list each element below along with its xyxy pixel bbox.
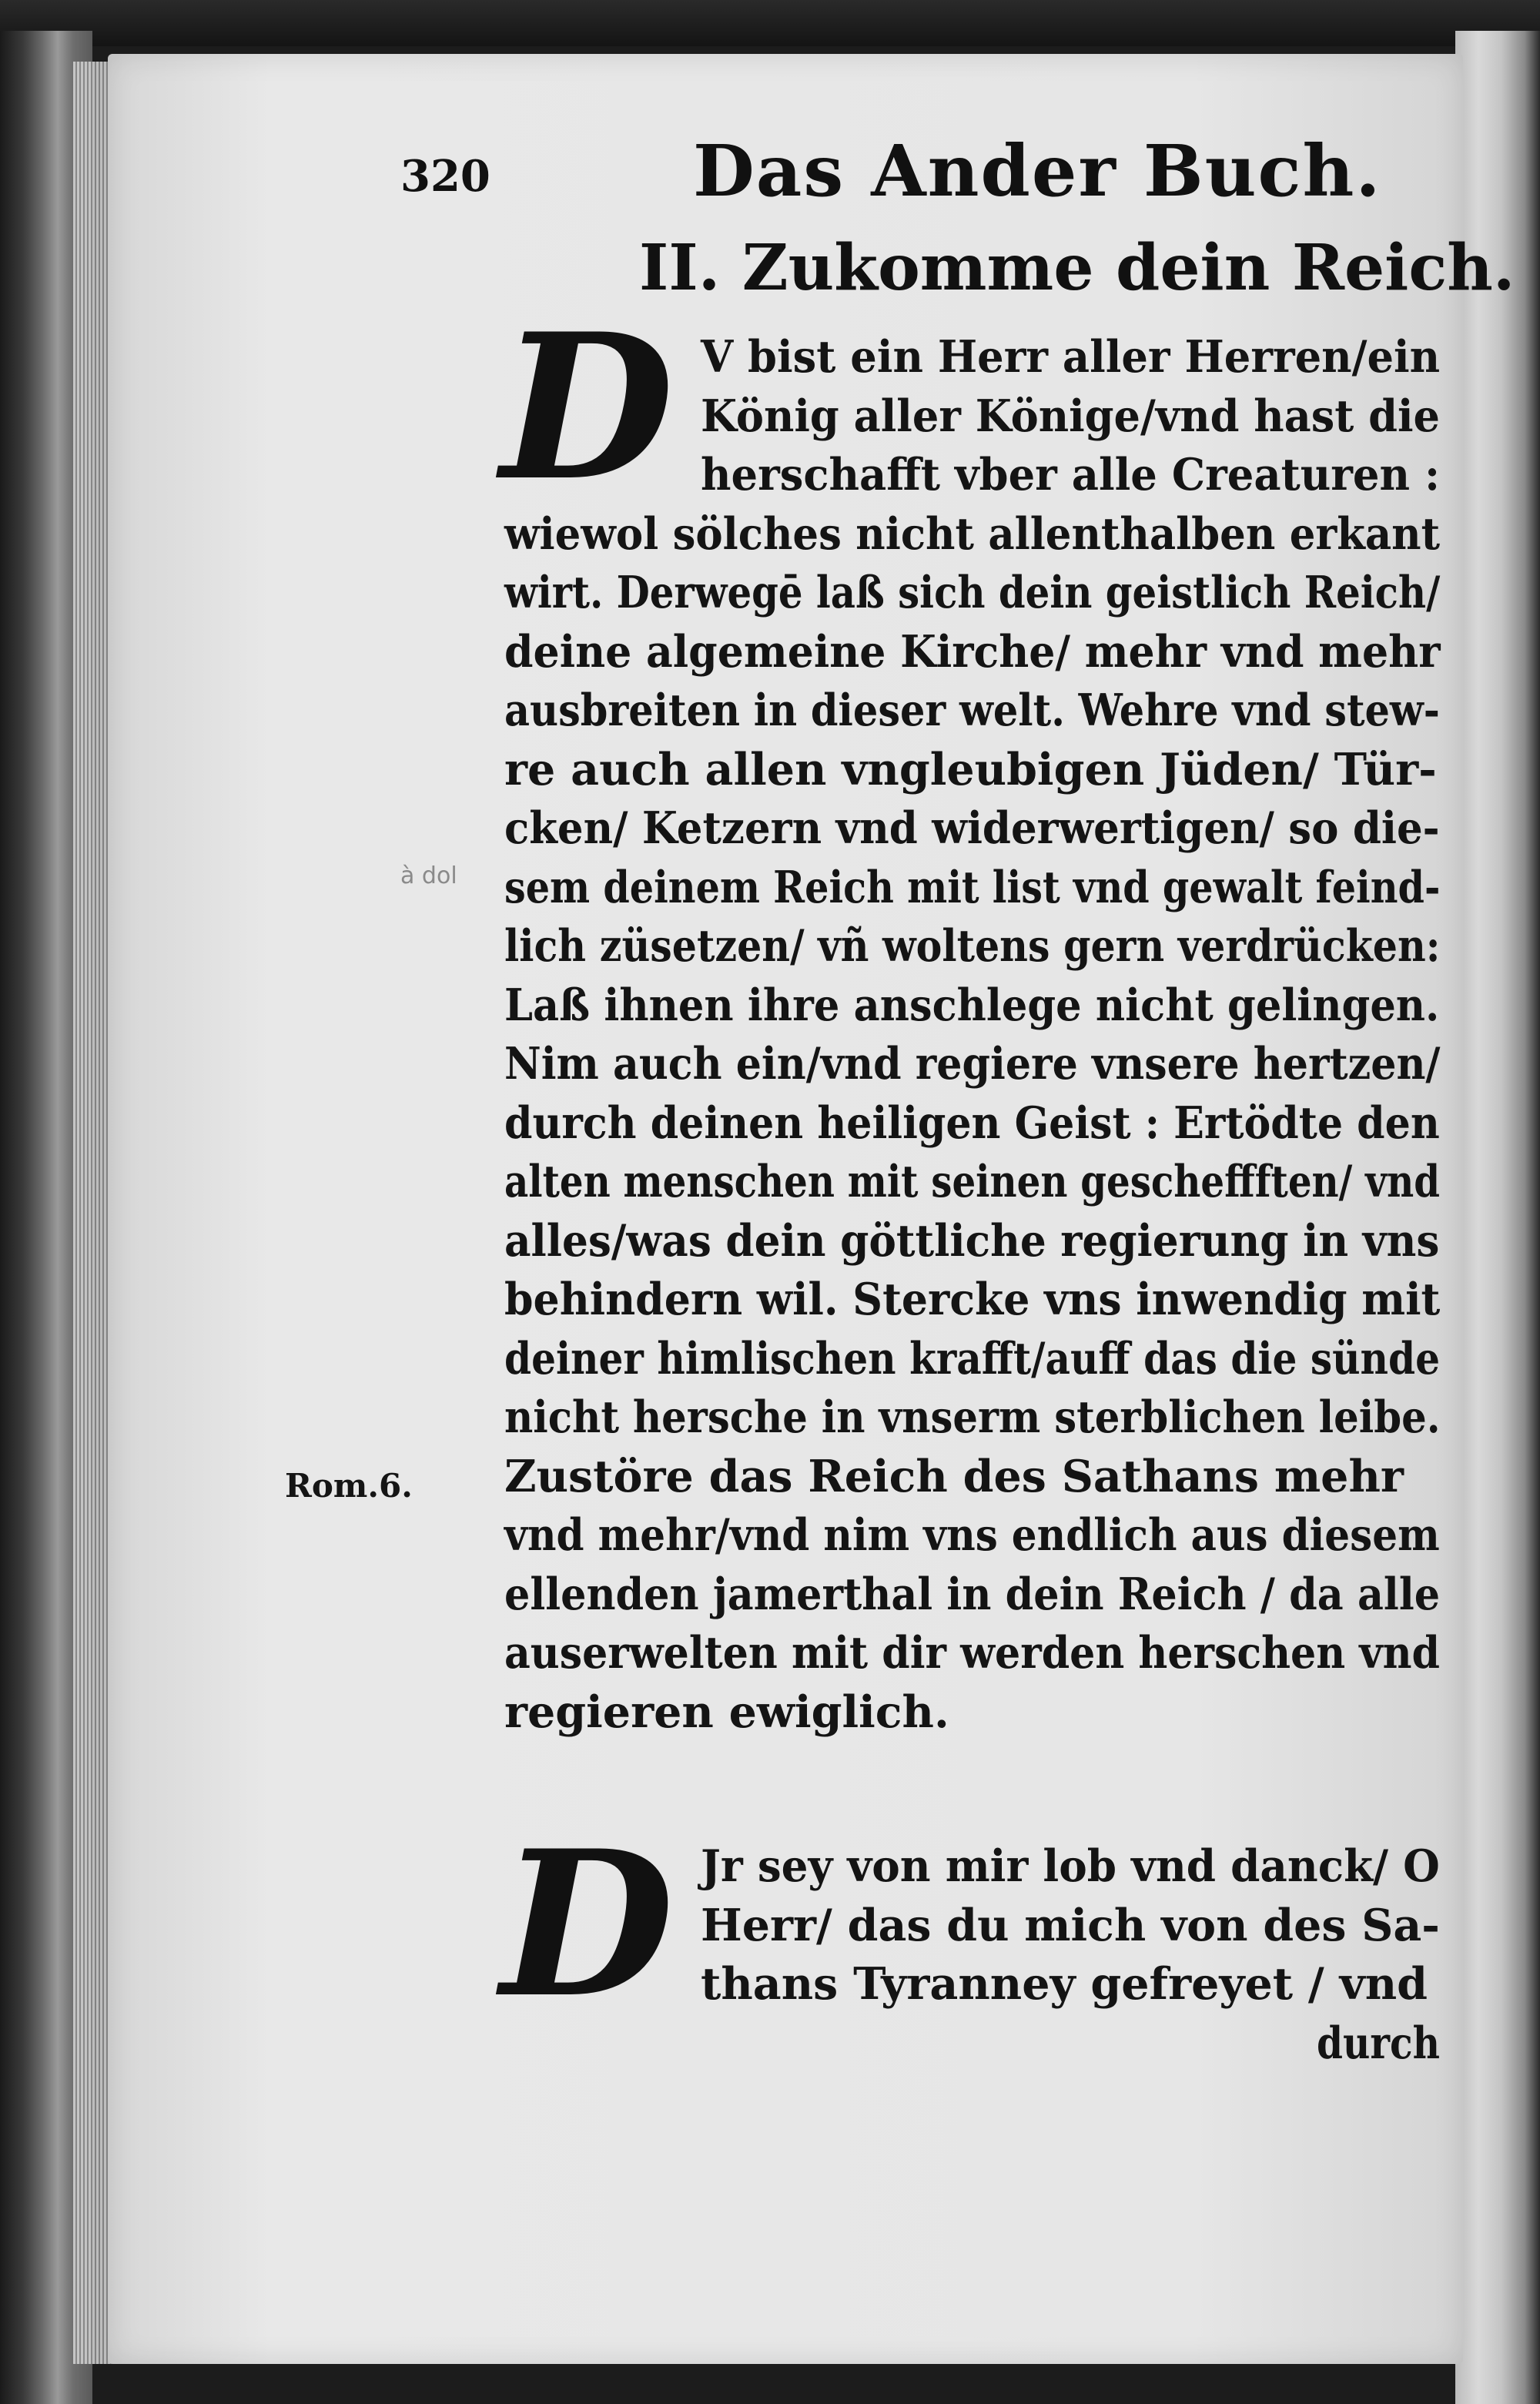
text-line: ausbreiten in dieser welt. Wehre vnd stew- (504, 685, 1440, 736)
text-line: Jr sey von mir lob vnd danck/ O (701, 1840, 1440, 1892)
text-line: regieren ewiglich. (504, 1686, 949, 1738)
text-line: durch (1317, 2017, 1440, 2069)
text-line: vnd mehr/vnd nim vns endlich aus diesem (504, 1509, 1440, 1561)
text-line: wiewol sölches nicht allenthalben erkant (504, 507, 1441, 560)
running-title: Das Ander Buch. (693, 129, 1382, 213)
text-line: herschafft vber alle Creaturen : (701, 449, 1441, 501)
text-line: Nim auch ein/vnd regiere vnsere hertzen/ (504, 1038, 1441, 1090)
running-head (400, 122, 1463, 237)
text-line: deiner himlischen krafft/auff das die sünde (504, 1332, 1441, 1384)
text-line: V bist ein Herr aller Herren/ein (701, 331, 1441, 383)
bleed-through-text: à dol (400, 862, 457, 889)
decorated-initial-1: D (500, 290, 675, 525)
text-line: thans Tyranney gefreyet / vnd (701, 1958, 1428, 2010)
text-line: behindern wil. Stercke vns inwendig mit (504, 1274, 1441, 1325)
text-line: Zustöre das Reich des Sathans mehr (504, 1450, 1404, 1502)
text-line: alten menschen mit seinen gescheffften/ vnd (504, 1156, 1440, 1207)
text-line: cken/ Ketzern vnd widerwertigen/ so die- (504, 802, 1440, 854)
right-page-stack (1455, 31, 1540, 2404)
text-line: deine algemeine Kirche/ mehr vnd mehr (504, 625, 1441, 678)
text-line: lich züsetzen/ vñ woltens gern verdrücken: (504, 920, 1441, 972)
text-line: König aller Könige/vnd hast die (701, 390, 1440, 442)
text-line: Herr/ das du mich von des Sa- (701, 1899, 1440, 1951)
left-page-stack (73, 62, 112, 2364)
text-line: ellenden jamerthal in dein Reich / da alle (504, 1568, 1441, 1620)
text-line: sem deinem Reich mit list vnd gewalt feind- (504, 861, 1441, 913)
book-top-edge (0, 0, 1540, 46)
section-heading: II. Zukomme dein Reich. (639, 231, 1515, 305)
decorated-initial-2: D (500, 1807, 675, 2042)
page-number: 320 (400, 151, 490, 202)
text-line: durch deinen heiligen Geist : Ertödte den (504, 1097, 1440, 1149)
text-line: wirt. Derwegē laß sich dein geistlich Reich/ (504, 567, 1441, 618)
text-line: nicht hersche in vnserm sterblichen leibe. (504, 1391, 1441, 1443)
margin-note: Rom.6. (285, 1467, 413, 1505)
text-line: alles/was dein göttliche regierung in vns (504, 1214, 1440, 1267)
text-line: Laß ihnen ihre anschlege nicht gelingen. (504, 979, 1440, 1031)
text-line: auserwelten mit dir werden herschen vnd (504, 1627, 1441, 1679)
text-line: re auch allen vngleubigen Jüden/ Tür- (504, 743, 1437, 795)
